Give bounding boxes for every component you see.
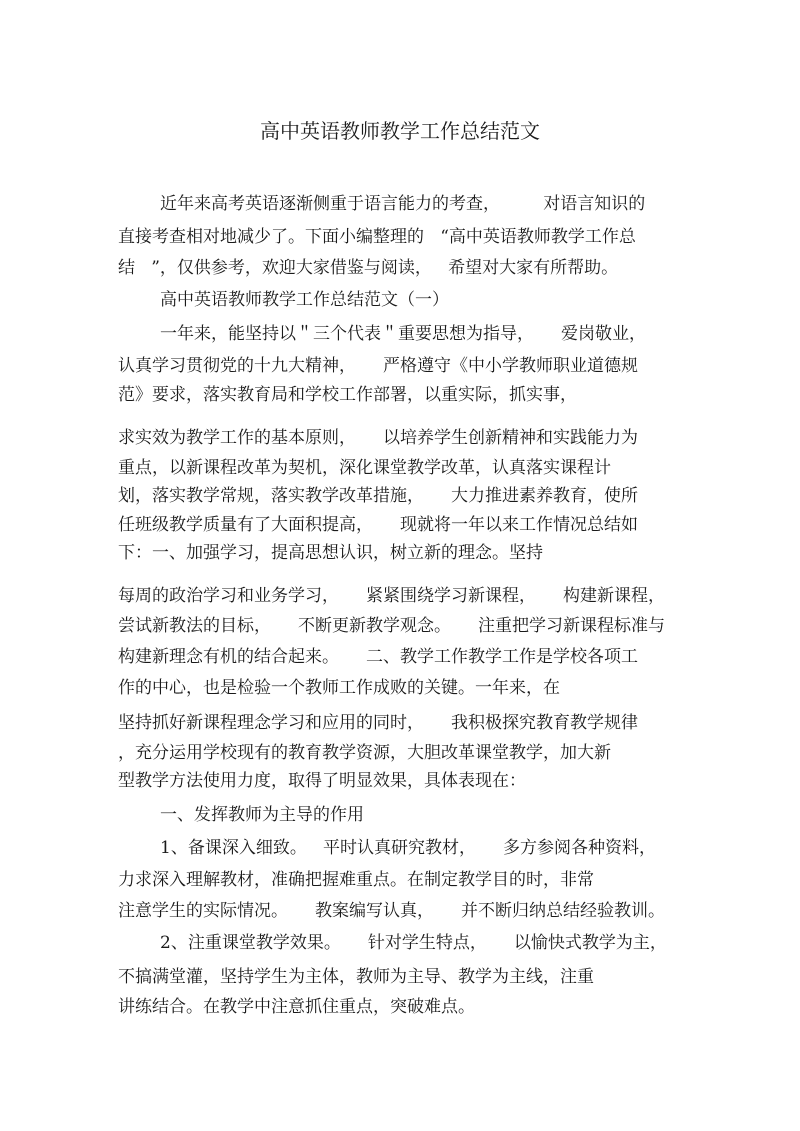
paragraph-line: 一年来，能坚持以＂三个代表＂重要思想为指导， 爱岗敬业，	[160, 324, 647, 344]
paragraph-line: 注意学生的实际情况。 教案编写认真， 并不断归纳总结经验教训。	[118, 901, 666, 921]
paragraph-line: 构建新理念有机的结合起来。 二、教学工作教学工作是学校各项工	[118, 647, 639, 667]
paragraph-line: 重点，以新课程改革为契机，深化课堂教学改革，认真落实课程计	[118, 458, 611, 478]
paragraph-line: 力求深入理解教材，准确把握难重点。在制定教学目的时，非常	[118, 870, 594, 890]
paragraph-line: 1、备课深入细致。 平时认真研究教材， 多方参阅各种资料，	[160, 838, 657, 858]
paragraph-line: 结 ”，仅供参考，欢迎大家借鉴与阅读， 希望对大家有所帮助。	[118, 258, 619, 278]
paragraph-line: ，充分运用学校现有的教育教学资源，大胆改革课堂教学，加大新	[118, 743, 611, 763]
paragraph-line: 下：一、加强学习，提高思想认识，树立新的理念。坚持	[118, 543, 543, 563]
paragraph-line: 划，落实教学常规，落实教学改革措施， 大力推进素养教育，使所	[118, 486, 639, 506]
paragraph-line: 坚持抓好新课程理念学习和应用的同时， 我积极探究教育教学规律	[118, 713, 639, 733]
paragraph-line: 求实效为教学工作的基本原则， 以培养学生创新精神和实践能力为	[118, 428, 639, 448]
paragraph-line: 作的中心，也是检验一个教师工作成败的关键。一年来，在	[118, 678, 560, 698]
paragraph-line: 不搞满堂灌，坚持学生为主体，教师为主导、教学为主线，注重	[118, 967, 594, 987]
paragraph-line: 认真学习贯彻党的十九大精神， 严格遵守《中小学教师职业道德规	[118, 356, 639, 376]
paragraph-line: 型教学方法使用力度，取得了明显效果，具体表现在：	[118, 771, 526, 791]
document-title: 高中英语教师教学工作总结范文	[260, 119, 540, 143]
paragraph-line: 范》要求，落实教育局和学校工作部署，以重实际，抓实事，	[118, 385, 577, 405]
section-heading: 高中英语教师教学工作总结范文（一）	[160, 290, 449, 310]
paragraph-line: 2、注重课堂教学效果。 针对学生特点， 以愉快式教学为主，	[160, 933, 667, 953]
paragraph-line: 每周的政治学习和业务学习， 紧紧围绕学习新课程， 构建新课程，	[118, 586, 666, 606]
paragraph-line: 讲练结合。在教学中注意抓住重点，突破难点。	[118, 997, 475, 1017]
paragraph-line: 直接考查相对地减少了。下面小编整理的 “高中英语教师教学工作总	[118, 227, 636, 247]
section-heading: 一、发挥教师为主导的作用	[160, 805, 364, 825]
paragraph-line: 尝试新教法的目标， 不断更新教学观念。 注重把学习新课程标准与	[118, 616, 666, 636]
paragraph-line: 任班级教学质量有了大面积提高， 现就将一年以来工作情况总结如	[118, 515, 639, 535]
paragraph-line: 近年来高考英语逐渐侧重于语言能力的考查， 对语言知识的	[160, 194, 646, 214]
